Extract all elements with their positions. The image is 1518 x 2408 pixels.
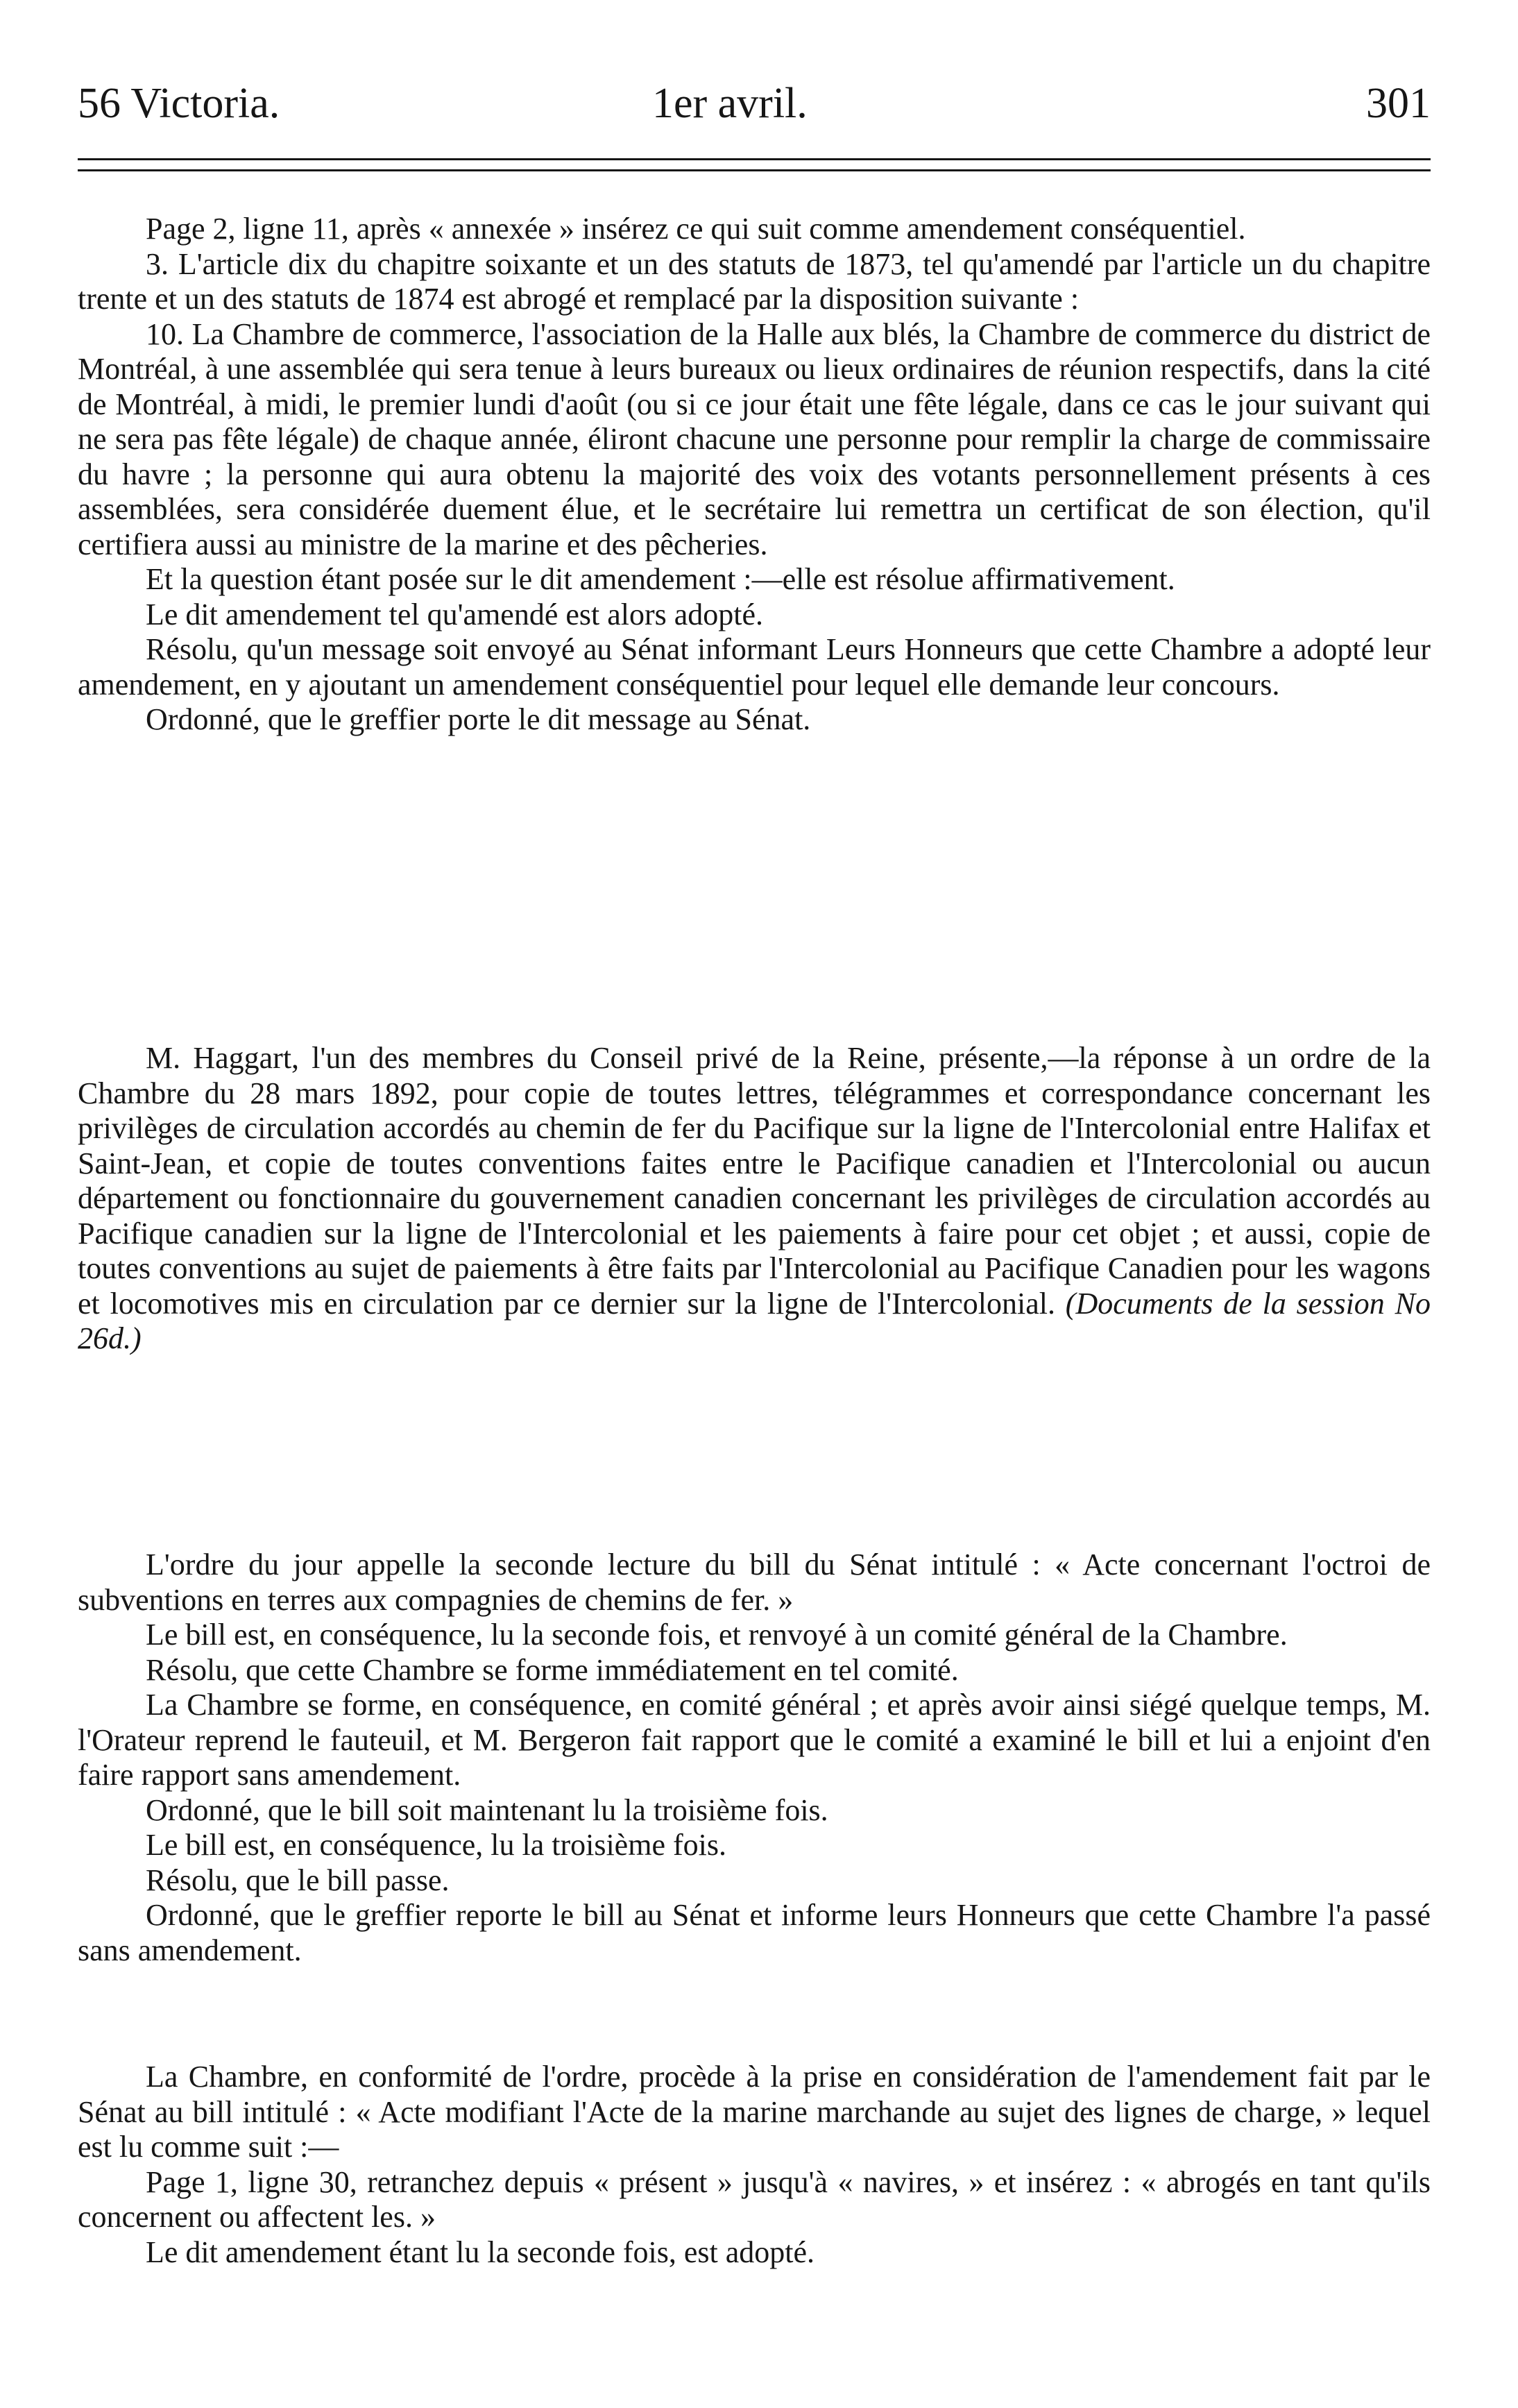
paragraph: Ordonné, que le bill soit maintenant lu la troisième fois.	[146, 1792, 828, 1827]
paragraph: Le dit amendement étant lu la seconde fois, est adopté.	[146, 2235, 815, 2269]
paragraph: La Chambre, en conformité de l'ordre, procède à la prise en considération de l'amendement fait par le Sénat au bill intitulé : « Acte modifiant l'Acte de la marine marchande au sujet des lignes de charge, » lequel est lu comme suit :—	[78, 2060, 1431, 2164]
header-date: 1er avril.	[652, 80, 808, 127]
paragraph: Résolu, qu'un message soit envoyé au Sénat informant Leurs Honneurs que cette Chambre a adopté leur amendement, en y ajoutant un amendement conséquentiel pour lequel elle demande leur concours.	[78, 632, 1431, 702]
header-rule-bottom	[78, 169, 1431, 171]
paragraph: L'ordre du jour appelle la seconde lecture du bill du Sénat intitulé : « Acte concernant l'octroi de subventions en terres aux compagnies de chemins de fer. »	[78, 1548, 1431, 1617]
paragraph: Résolu, que cette Chambre se forme immédiatement en tel comité.	[146, 1652, 959, 1687]
paragraph: Le bill est, en conséquence, lu la troisième fois.	[146, 1828, 726, 1862]
section-senate-bill	[78, 1548, 1431, 1968]
paragraph: Page 1, ligne 30, retranchez depuis « présent » jusqu'à « navires, » et insérez : « abrogés en tant qu'ils concernent ou affectent les. »	[78, 2164, 1431, 2234]
section-merchant-marine-amendment	[78, 2060, 1431, 2270]
page-header	[78, 72, 1431, 135]
header-session: 56 Victoria.	[78, 80, 280, 127]
paragraph: Résolu, que le bill passe.	[146, 1863, 450, 1897]
paragraph: Et la question étant posée sur le dit amendement :—elle est résolue affirmativement.	[146, 562, 1175, 596]
paragraph: Le bill est, en conséquence, lu la seconde fois, et renvoyé à un comité général de la Chambre.	[146, 1618, 1288, 1652]
paragraph: Page 2, ligne 11, après « annexée » insérez ce qui suit comme amendement conséquentiel.	[146, 212, 1246, 246]
section-consequential-amendment	[78, 212, 1431, 738]
paragraph: La Chambre se forme, en conséquence, en comité général ; et après avoir ainsi siégé quelque temps, M. l'Orateur reprend le fauteuil, et M. Bergeron fait rapport que le comité a examiné le bill et lui a enjoint d'en faire rapport sans amendement.	[78, 1688, 1431, 1792]
paragraph: 10. La Chambre de commerce, l'association de la Halle aux blés, la Chambre de commerce du district de Montréal, à une assemblée qui sera tenue à leurs bureaux ou lieux ordinaires de réunion respectifs, dans la cité de Montréal, à midi, le premier lundi d'août (ou si ce jour était une fête légale, dans ce cas le jour suivant qui ne sera pas fête légale) de chaque année, éliront chacune une personne pour remplir la charge de commissaire du havre ; la personne qui aura obtenu la majorité des voix des votants personnellement présents à ces assemblées, sera considérée duement élue, et le secrétaire lui remettra un certificat de son élection, qu'il certifiera aussi au ministre de la marine et des pêcheries.	[78, 316, 1431, 561]
section-haggart-return	[78, 1041, 1431, 1357]
sessional-paper-reference: (Documents de la session No 26d.)	[78, 1286, 1431, 1355]
paragraph: Le dit amendement tel qu'amendé est alors adopté.	[146, 597, 764, 631]
header-rule-top	[78, 158, 1431, 160]
paragraph: Ordonné, que le greffier porte le dit message au Sénat.	[146, 702, 811, 736]
paragraph	[78, 1041, 1431, 1357]
header-page-number: 301	[1366, 80, 1431, 127]
paragraph-text: M. Haggart, l'un des membres du Conseil privé de la Reine, présente,—la réponse à un ordre de la Chambre du 28 mars 1892, pour copie de toutes lettres, télégrammes et correspondance concernant les privilèges de circulation accordés au chemin de fer du Pacifique sur la ligne de l'Intercolonial entre Halifax et Saint-Jean, et copie de toutes conventions faites entre le Pacifique canadien et l'Intercolonial ou aucun département ou fonctionnaire du gouvernement canadien concernant les privilèges de circulation accordés au Pacifique canadien sur la ligne de l'Intercolonial et les paiements à faire pour cet objet ; et aussi, copie de toutes conventions au sujet de paiements à être faits par l'Intercolonial au Pacifique Canadien pour les wagons et locomotives mis en circulation par ce dernier sur la ligne de l'Intercolonial.	[78, 1041, 1431, 1321]
paragraph: Ordonné, que le greffier reporte le bill au Sénat et informe leurs Honneurs que cette Chambre l'a passé sans amendement.	[78, 1898, 1431, 1967]
paragraph: 3. L'article dix du chapitre soixante et un des statuts de 1873, tel qu'amendé par l'article un du chapitre trente et un des statuts de 1874 est abrogé et remplacé par la disposition suivante :	[78, 246, 1431, 316]
